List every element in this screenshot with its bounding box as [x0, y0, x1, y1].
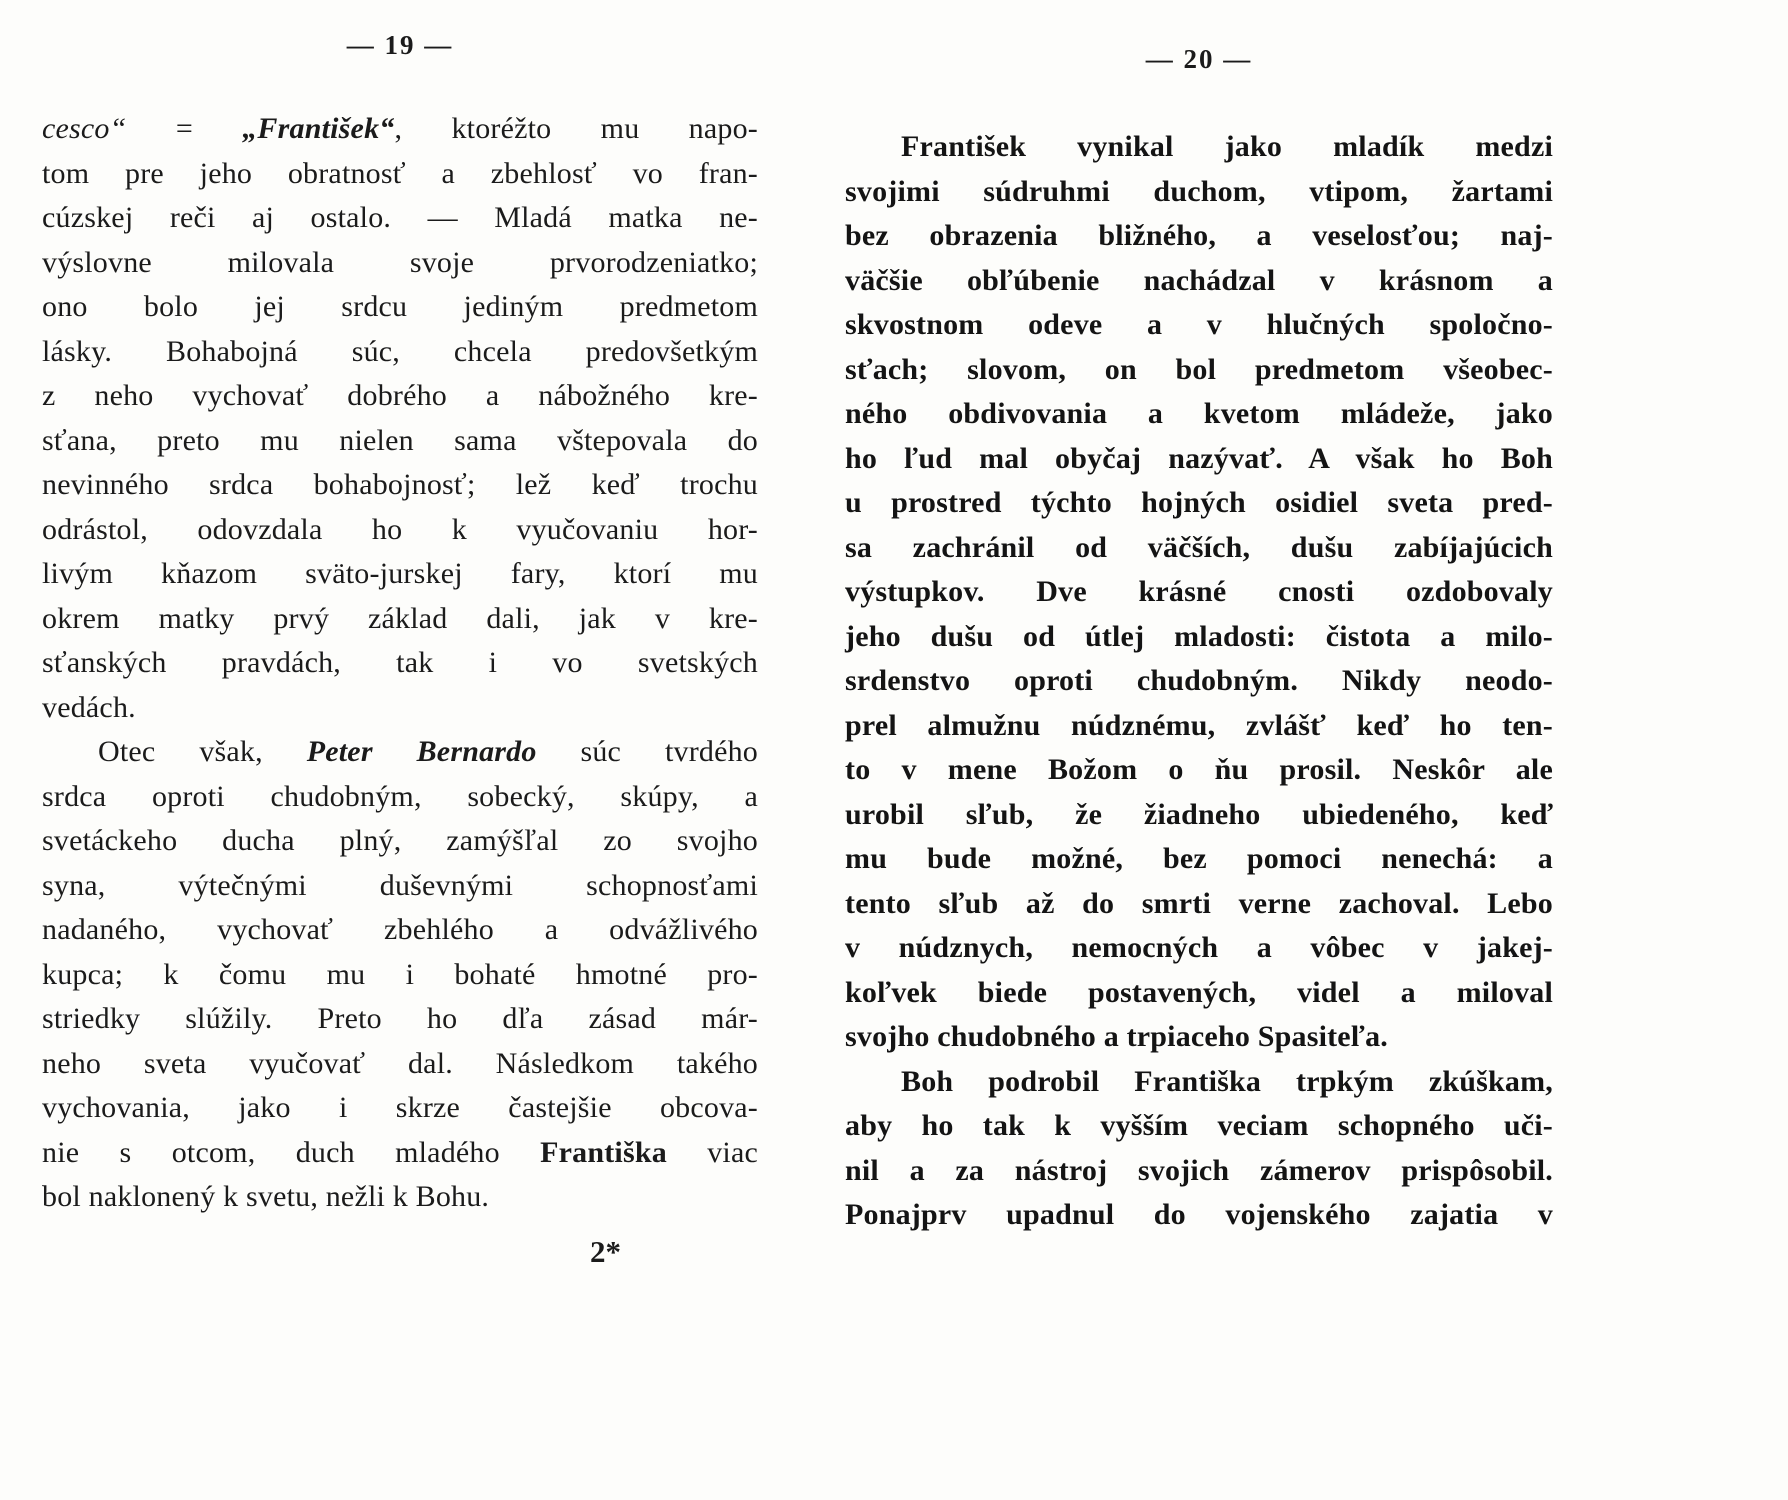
text-line	[42, 374, 758, 419]
text-segment: tento sľub až do smrti verne zachoval. Lebo	[845, 886, 1553, 920]
text-line	[845, 1149, 1553, 1194]
text-segment: súc tvrdého	[536, 735, 758, 768]
text-line	[845, 259, 1553, 304]
text-segment: svojho chudobného a trpiaceho Spasiteľa.	[845, 1020, 1388, 1053]
text-segment: vedách.	[42, 690, 136, 724]
text-segment: Františka	[540, 1135, 667, 1169]
text-segment: ného obdivovania a kvetom mládeže, jako	[845, 397, 1553, 430]
text-segment: Peter Bernardo	[306, 735, 537, 768]
text-line	[845, 1104, 1553, 1149]
text-line	[42, 908, 758, 953]
text-line	[42, 597, 758, 642]
text-segment: František vynikal jako mladík medzi	[901, 130, 1553, 163]
page-19	[42, 30, 758, 1270]
text-segment: srdenstvo oproti chudobným. Nikdy neodo-	[845, 664, 1553, 697]
text-segment: aby ho tak k vyšším veciam schopného uči-	[845, 1109, 1553, 1142]
text-line	[42, 641, 758, 686]
text-segment: bez obrazenia bližného, a veselosťou; naj-	[845, 219, 1553, 252]
text-line	[42, 152, 758, 197]
text-line	[845, 704, 1553, 749]
text-line	[845, 348, 1553, 393]
text-segment: cesco“	[42, 112, 176, 145]
text-segment: výstupkov. Dve krásné cnosti ozdobovaly	[845, 575, 1553, 608]
text-line	[845, 437, 1553, 482]
text-line	[845, 971, 1553, 1016]
page-20	[845, 44, 1553, 1238]
text-segment: okrem matky prvý základ dali, jak v kre-	[42, 601, 758, 635]
text-segment: , ktoréžto mu napo-	[394, 112, 758, 145]
text-line	[42, 241, 758, 286]
text-line	[845, 570, 1553, 615]
text-line	[845, 303, 1553, 348]
text-line	[845, 526, 1553, 571]
text-segment: nie s otcom, duch mladého	[42, 1135, 541, 1169]
text-segment: nadaného, vychovať zbehlého a odvážlivého	[42, 913, 758, 946]
text-segment: odrástol, odovzdala ho k vyučovaniu hor-	[42, 512, 758, 546]
text-segment: =	[175, 112, 243, 145]
text-line	[42, 107, 758, 152]
text-segment: jeho dušu od útlej mladosti: čistota a milo-	[845, 619, 1553, 653]
text-segment: tom pre jeho obratnosť a zbehlosť vo fran-	[42, 156, 758, 190]
text-line	[42, 1042, 758, 1087]
paragraph	[42, 107, 758, 730]
text-segment: urobil sľub, že žiadneho ubiedeného, keď	[845, 797, 1553, 831]
text-line	[845, 793, 1553, 838]
text-segment: vychovania, jako i skrze častejšie obcova-	[42, 1091, 758, 1124]
text-segment: ono bolo jej srdcu jediným predmetom	[42, 290, 758, 323]
text-line	[845, 659, 1553, 704]
text-segment: svetáckeho ducha plný, zamýšľal zo svojho	[42, 824, 758, 857]
text-segment: mu bude možné, bez pomoci nenechá: a	[845, 842, 1553, 875]
text-segment: z neho vychovať dobrého a nábožného kre-	[42, 379, 758, 412]
text-segment: svojimi súdruhmi duchom, vtipom, žartami	[845, 174, 1553, 208]
text-line	[42, 819, 758, 864]
signature-mark: 2*	[590, 1233, 621, 1269]
text-segment: skvostnom odeve a v hlučných spoločno-	[845, 308, 1553, 341]
text-segment: nevinného srdca bohabojnosť; lež keď trochu	[42, 468, 758, 501]
text-segment: livým kňazom sväto-jurskej fary, ktorí mu	[42, 557, 758, 590]
text-segment: sťana, preto mu nielen sama vštepovala do	[42, 423, 758, 457]
text-segment: cúzskej reči aj ostalo. — Mladá matka ne-	[42, 201, 758, 234]
text-line	[42, 330, 758, 375]
text-line	[42, 864, 758, 909]
text-line	[42, 775, 758, 820]
text-line	[845, 882, 1553, 927]
text-line	[42, 686, 758, 731]
text-line	[845, 615, 1553, 660]
text-line	[42, 953, 758, 998]
text-line	[42, 463, 758, 508]
text-segment: Otec však,	[98, 735, 307, 768]
text-segment: „František“	[242, 112, 395, 145]
text-segment: výslovne milovala svoje prvorodzeniatko;	[42, 245, 758, 279]
text-segment: u prostred týchto hojných osidiel sveta pred-	[845, 486, 1553, 519]
text-line	[845, 1193, 1553, 1238]
text-segment: Ponajprv upadnul do vojenského zajatia v	[845, 1198, 1553, 1231]
page-number: — 19 —	[346, 30, 454, 60]
text-segment: sťach; slovom, on bol predmetom všeobec-	[845, 352, 1553, 386]
text-line	[845, 926, 1553, 971]
text-line	[42, 730, 758, 775]
paragraph	[845, 1060, 1553, 1238]
text-line	[845, 837, 1553, 882]
text-line	[845, 170, 1553, 215]
text-segment: lásky. Bohabojná súc, chcela predovšetkým	[42, 334, 758, 368]
text-line	[42, 1131, 758, 1176]
paragraph	[42, 730, 758, 1220]
text-segment: syna, výtečnými duševnými schopnosťami	[42, 868, 758, 902]
text-line	[845, 748, 1553, 793]
text-segment: viac	[666, 1135, 758, 1169]
text-segment: kupca; k čomu mu i bohaté hmotné pro-	[42, 957, 758, 991]
page-body	[845, 125, 1553, 1238]
text-line	[42, 1086, 758, 1131]
text-segment: ho ľud mal obyčaj nazývať. A však ho Boh	[845, 441, 1553, 475]
text-segment: sťanských pravdách, tak i vo svetských	[42, 646, 758, 679]
text-segment: prel almužnu núdznému, zvlášť keď ho ten-	[845, 708, 1553, 742]
text-segment: v núdznych, nemocných a vôbec v jakej-	[845, 931, 1553, 964]
text-segment: koľvek biede postavených, videl a miloval	[845, 975, 1553, 1009]
text-segment: srdca oproti chudobným, sobecký, skúpy, a	[42, 779, 758, 813]
page-body	[42, 107, 758, 1220]
text-segment: väčšie obľúbenie nachádzal v krásnom a	[845, 263, 1553, 297]
text-line	[845, 125, 1553, 170]
paragraph	[845, 125, 1553, 1060]
text-segment: to v mene Božom o ňu prosil. Neskôr ale	[845, 753, 1553, 786]
text-line	[42, 196, 758, 241]
text-line	[42, 285, 758, 330]
text-line	[845, 481, 1553, 526]
text-line	[845, 392, 1553, 437]
text-line	[845, 1015, 1553, 1060]
text-segment: striedky slúžily. Preto ho dľa zásad már-	[42, 1002, 758, 1035]
text-line	[845, 214, 1553, 259]
text-segment: Boh podrobil Františka trpkým zkúškam,	[901, 1064, 1553, 1098]
text-line	[42, 1175, 758, 1220]
page-number: — 20 —	[1145, 44, 1253, 74]
text-segment: nil a za nástroj svojich zámerov prispôsobil.	[845, 1153, 1553, 1187]
text-segment: bol naklonený k svetu, nežli k Bohu.	[42, 1180, 490, 1213]
text-line	[42, 508, 758, 553]
text-segment: neho sveta vyučovať dal. Následkom takého	[42, 1046, 758, 1080]
text-line	[845, 1060, 1553, 1105]
text-line	[42, 552, 758, 597]
text-segment: sa zachránil od väčších, dušu zabíjajúcich	[845, 530, 1553, 564]
text-line	[42, 997, 758, 1042]
text-line	[42, 419, 758, 464]
